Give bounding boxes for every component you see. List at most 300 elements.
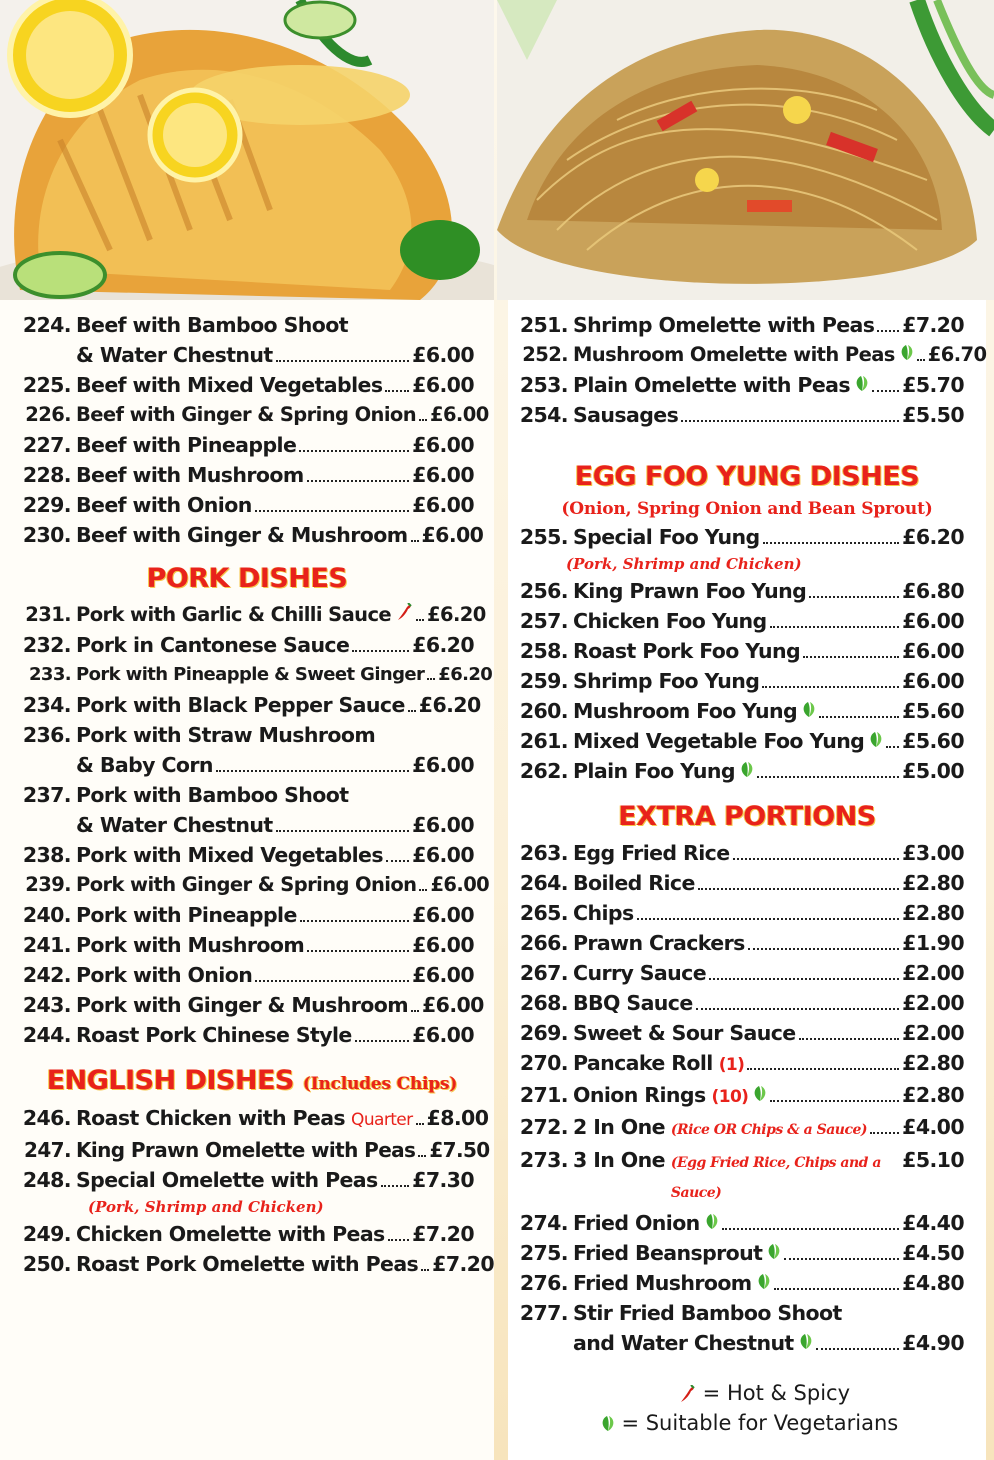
dot-leader <box>411 1010 419 1012</box>
item-price: £2.00 <box>902 961 964 985</box>
item-name: Curry Sauce <box>573 961 707 985</box>
item-name: Pork with Ginger & Spring Onion <box>76 873 417 896</box>
pork-dishes-list <box>0 600 494 1050</box>
item-price: £5.60 <box>902 699 964 723</box>
item-price: £7.20 <box>902 313 964 337</box>
left-menu-column <box>0 300 494 1460</box>
menu-item <box>508 340 986 370</box>
menu-item <box>508 1328 986 1358</box>
item-number: 271. <box>519 1083 568 1107</box>
menu-item <box>0 1103 494 1135</box>
item-name: Chicken Omelette with Peas <box>76 1222 385 1246</box>
item-price: £5.00 <box>902 759 964 783</box>
pork-dishes-heading: PORK DISHES <box>146 563 348 594</box>
menu-item <box>0 400 494 430</box>
item-number: 224. <box>22 313 71 337</box>
menu-item <box>508 666 986 696</box>
menu-item <box>508 310 986 340</box>
egg-foo-yung-subtitle: (Onion, Spring Onion and Bean Sprout) <box>561 499 933 519</box>
item-name: Mixed Vegetable Foo Yung <box>573 729 865 753</box>
vegetarian-leaf-icon <box>740 756 754 773</box>
item-name: Beef with Mushroom <box>76 463 304 487</box>
item-number: 259. <box>519 669 568 693</box>
dot-leader <box>696 1008 899 1010</box>
item-name: Chips <box>573 901 634 925</box>
item-number: 230. <box>22 523 71 547</box>
item-name: & Water Chestnut <box>76 343 273 367</box>
item-name: Plain Foo Yung <box>573 759 735 783</box>
dot-leader <box>416 1123 424 1125</box>
menu-item <box>508 370 986 400</box>
item-price: £8.00 <box>426 1106 489 1130</box>
item-number: 265. <box>519 901 568 925</box>
menu-item <box>0 840 494 870</box>
item-number: 234. <box>22 693 71 717</box>
item-portion-note: Quarter <box>351 1110 413 1130</box>
item-price: £6.20 <box>418 693 481 717</box>
item-number: 236. <box>22 723 71 747</box>
menu-item <box>0 720 494 750</box>
menu-item <box>0 690 494 720</box>
item-price: £4.40 <box>902 1211 964 1235</box>
item-price: £5.10 <box>902 1148 964 1172</box>
item-quantity: (10) <box>711 1087 749 1107</box>
item-number: 260. <box>519 699 568 723</box>
menu-item <box>508 1208 986 1238</box>
item-number: 237. <box>22 783 71 807</box>
egg-foo-yung-list <box>508 522 986 786</box>
item-number: 277. <box>519 1301 568 1325</box>
item-price: £1.90 <box>902 931 964 955</box>
item-number: 264. <box>519 871 568 895</box>
item-number: 250. <box>22 1252 71 1276</box>
menu-item <box>508 522 986 552</box>
item-name: Beef with Pineapple <box>76 433 297 457</box>
vegetarian-leaf-icon <box>855 370 869 387</box>
dot-leader <box>300 920 409 922</box>
item-number: 258. <box>519 639 568 663</box>
item-number: 254. <box>519 403 568 427</box>
dot-leader <box>803 656 899 658</box>
menu-item <box>508 636 986 666</box>
dot-leader <box>276 830 410 832</box>
item-price: £6.00 <box>902 609 964 633</box>
item-name: Pork with Mushroom <box>76 933 305 957</box>
dot-leader <box>877 330 899 332</box>
menu-item <box>0 600 494 630</box>
item-number: 233. <box>28 664 71 685</box>
chili-icon <box>397 600 413 618</box>
item-number: 231. <box>25 603 71 626</box>
item-name: Pork with Pineapple <box>76 903 297 927</box>
dot-leader <box>385 390 409 392</box>
item-price: £6.00 <box>412 373 474 397</box>
english-dishes-heading <box>0 1064 494 1101</box>
item-number: 227. <box>22 433 71 457</box>
item-name: Boiled Rice <box>573 871 695 895</box>
menu-item <box>508 898 986 928</box>
menu-item <box>508 838 986 868</box>
dot-leader <box>418 1155 426 1157</box>
menu-item <box>508 1238 986 1268</box>
item-price: £3.00 <box>902 841 964 865</box>
menu-item <box>0 1249 494 1279</box>
item-number: 239. <box>25 873 71 896</box>
dot-leader <box>416 619 424 621</box>
menu-item <box>508 400 986 430</box>
menu-item <box>508 726 986 756</box>
menu-item <box>508 576 986 606</box>
item-name: Fried Beansprout <box>573 1241 763 1265</box>
menu-item <box>0 780 494 810</box>
item-price: £6.00 <box>412 343 474 367</box>
item-number: 248. <box>22 1168 71 1192</box>
item-number: 266. <box>519 931 568 955</box>
dot-leader <box>799 1038 900 1040</box>
dot-leader <box>255 980 409 982</box>
dot-leader <box>917 359 925 361</box>
dot-leader <box>419 889 427 891</box>
item-price: £4.50 <box>902 1241 964 1265</box>
item-quantity: (1) <box>718 1055 745 1075</box>
menu-item <box>508 988 986 1018</box>
item-number: 246. <box>22 1106 71 1130</box>
dot-leader <box>355 1040 409 1042</box>
item-name: Special Foo Yung <box>573 525 760 549</box>
item-price: £6.00 <box>412 433 474 457</box>
menu-item <box>508 1080 986 1112</box>
dot-leader <box>216 770 409 772</box>
vegetarian-leaf-icon <box>753 1080 767 1097</box>
photo-singapore-noodles <box>497 0 994 300</box>
menu-item <box>0 370 494 400</box>
item-name: Pork with Black Pepper Sauce <box>76 693 405 717</box>
item-number: 263. <box>519 841 568 865</box>
menu-item <box>0 1020 494 1050</box>
item-price: £6.00 <box>412 843 474 867</box>
menu-item <box>508 1018 986 1048</box>
item-name: Beef with Mixed Vegetables <box>76 373 383 397</box>
extra-portions-heading: EXTRA PORTIONS <box>618 801 876 832</box>
item-price: £6.00 <box>430 403 489 426</box>
menu-item <box>508 958 986 988</box>
item-number: 251. <box>519 313 568 337</box>
item-name: Sausages <box>573 403 679 427</box>
item-name: Roast Pork Chinese Style <box>76 1023 352 1047</box>
item-price: £6.70 <box>927 343 987 366</box>
item-name: Pancake Roll <box>573 1051 713 1075</box>
item-name: Pork with Ginger & Mushroom <box>76 993 408 1017</box>
dot-leader <box>770 626 900 628</box>
item-name: Roast Pork Omelette with Peas <box>76 1252 419 1276</box>
dot-leader <box>770 1100 899 1102</box>
item-number: 253. <box>519 373 568 397</box>
item-price: £5.60 <box>902 729 964 753</box>
dot-leader <box>381 1185 410 1187</box>
item-name: Pork with Onion <box>76 963 253 987</box>
item-name: Chicken Foo Yung <box>573 609 767 633</box>
item-price: £7.50 <box>429 1138 490 1162</box>
item-name: Onion Rings <box>573 1083 706 1107</box>
dot-leader <box>421 1269 429 1271</box>
item-note: (Pork, Shrimp and Chicken) <box>566 555 802 573</box>
item-name: BBQ Sauce <box>573 991 693 1015</box>
dot-leader <box>763 542 900 544</box>
item-name: and Water Chestnut <box>573 1331 794 1355</box>
dot-leader <box>757 776 899 778</box>
item-price: £6.00 <box>412 933 474 957</box>
egg-foo-yung-heading: EGG FOO YUNG DISHES <box>574 461 920 492</box>
item-name: & Water Chestnut <box>76 813 273 837</box>
item-name: Beef with Ginger & Mushroom <box>76 523 408 547</box>
omelette-dishes-list <box>508 310 986 430</box>
vegetarian-leaf-icon <box>799 1328 813 1345</box>
item-name: Fried Onion <box>573 1211 700 1235</box>
menu-item <box>0 900 494 930</box>
menu-item <box>0 810 494 840</box>
item-price: £2.00 <box>902 991 964 1015</box>
item-name: Sweet & Sour Sauce <box>573 1021 796 1045</box>
english-dishes-subtitle: (Includes Chips) <box>302 1074 458 1094</box>
item-price: £6.00 <box>412 753 474 777</box>
dot-leader <box>747 1068 899 1070</box>
dot-leader <box>299 450 409 452</box>
item-number: 226. <box>25 403 71 426</box>
beef-dishes-list <box>0 310 494 550</box>
item-number: 229. <box>22 493 71 517</box>
dot-leader <box>388 1239 409 1241</box>
item-name: Shrimp Foo Yung <box>573 669 760 693</box>
item-number: 274. <box>519 1211 568 1235</box>
dot-leader <box>307 950 409 952</box>
vegetarian-leaf-icon <box>802 696 816 713</box>
item-number: 225. <box>22 373 71 397</box>
menu-item <box>0 990 494 1020</box>
menu-item <box>0 660 494 690</box>
item-number: 242. <box>22 963 71 987</box>
item-price: £4.90 <box>902 1331 964 1355</box>
menu-item <box>508 1268 986 1298</box>
menu-item <box>0 930 494 960</box>
dot-leader <box>774 1288 900 1290</box>
dot-leader <box>307 480 410 482</box>
chili-icon <box>680 1381 696 1399</box>
item-number: 272. <box>519 1115 568 1139</box>
item-price: £2.80 <box>902 871 964 895</box>
item-name: Beef with Onion <box>76 493 252 517</box>
dot-leader <box>870 1132 899 1134</box>
item-price: £6.00 <box>422 993 484 1017</box>
item-name: Roast Pork Foo Yung <box>573 639 801 663</box>
menu-item <box>0 1219 494 1249</box>
menu-item <box>0 960 494 990</box>
menu-item <box>508 868 986 898</box>
dot-leader <box>762 686 899 688</box>
item-price: £4.80 <box>902 1271 964 1295</box>
menu-item <box>508 1048 986 1080</box>
item-number: 256. <box>519 579 568 603</box>
item-number: 276. <box>519 1271 568 1295</box>
item-price: £6.00 <box>412 813 474 837</box>
dot-leader <box>819 716 899 718</box>
item-price: £6.00 <box>902 669 964 693</box>
item-price: £5.50 <box>902 403 964 427</box>
item-price: £6.20 <box>438 664 493 685</box>
item-number: 275. <box>519 1241 568 1265</box>
photo-lemon-chicken <box>0 0 494 300</box>
vegetarian-leaf-icon <box>900 340 914 357</box>
item-name: Stir Fried Bamboo Shoot <box>573 1301 842 1325</box>
dot-leader <box>255 510 409 512</box>
dot-leader <box>872 390 899 392</box>
legend-hot-text: = Hot & Spicy <box>702 1381 851 1405</box>
dot-leader <box>748 948 899 950</box>
item-name: King Prawn Omelette with Peas <box>76 1138 416 1162</box>
menu-item <box>508 696 986 726</box>
vegetarian-leaf-icon <box>757 1268 771 1285</box>
item-price: £6.20 <box>427 603 486 626</box>
legend-veg <box>508 1408 986 1438</box>
item-number: 252. <box>522 343 568 366</box>
item-inline-note: (Egg Fried Rice, Chips and a Sauce) <box>670 1155 881 1201</box>
item-name: 2 In One <box>573 1115 665 1139</box>
item-price: £2.80 <box>902 901 964 925</box>
vegetarian-leaf-icon <box>869 726 883 743</box>
item-price: £2.80 <box>902 1083 964 1107</box>
vegetarian-leaf-icon <box>705 1208 719 1225</box>
item-inline-note: (Rice OR Chips & a Sauce) <box>670 1122 868 1138</box>
item-name: Special Omelette with Peas <box>76 1168 378 1192</box>
item-number: 238. <box>22 843 71 867</box>
item-number: 249. <box>22 1222 71 1246</box>
extra-portions-list <box>508 838 986 1358</box>
item-number: 247. <box>24 1138 71 1162</box>
item-name: Prawn Crackers <box>573 931 745 955</box>
legend-hot <box>508 1378 986 1408</box>
dot-leader <box>784 1258 899 1260</box>
item-name: King Prawn Foo Yung <box>573 579 807 603</box>
item-price: £7.30 <box>412 1168 474 1192</box>
dot-leader <box>408 710 416 712</box>
item-name: Pork in Cantonese Sauce <box>76 633 350 657</box>
menu-item <box>0 870 494 900</box>
dot-leader <box>681 420 899 422</box>
item-number: 241. <box>22 933 71 957</box>
menu-item <box>0 310 494 340</box>
item-price: £6.00 <box>412 963 474 987</box>
item-price: £7.20 <box>412 1222 474 1246</box>
item-name: Pork with Bamboo Shoot <box>76 783 349 807</box>
item-number: 232. <box>22 633 71 657</box>
item-name: Plain Omelette with Peas <box>573 373 850 397</box>
item-price: £6.00 <box>412 493 474 517</box>
dot-leader <box>386 860 409 862</box>
item-name: Pork with Straw Mushroom <box>76 723 376 747</box>
item-name: Shrimp Omelette with Peas <box>573 313 875 337</box>
item-name: Pork with Pineapple & Sweet Ginger <box>76 664 425 685</box>
item-price: £6.00 <box>412 463 474 487</box>
menu-item <box>508 1298 986 1328</box>
right-menu-column <box>508 300 986 1460</box>
menu-item <box>0 1135 494 1165</box>
item-number: 268. <box>519 991 568 1015</box>
item-name: Beef with Bamboo Shoot <box>76 313 348 337</box>
item-name: & Baby Corn <box>76 753 213 777</box>
dot-leader <box>722 1228 899 1230</box>
item-price: £2.80 <box>902 1051 964 1075</box>
vegetarian-leaf-icon <box>767 1238 781 1255</box>
menu-item <box>0 520 494 550</box>
item-name: Pork with Mixed Vegetables <box>76 843 383 867</box>
menu-item <box>508 1112 986 1145</box>
item-price: £6.00 <box>412 1023 474 1047</box>
english-dishes-list <box>0 1103 494 1279</box>
dot-leader <box>886 746 899 748</box>
item-price: £6.00 <box>412 903 474 927</box>
item-name: Fried Mushroom <box>573 1271 752 1295</box>
dot-leader <box>816 1348 900 1350</box>
dot-leader <box>709 978 899 980</box>
dot-leader <box>419 419 427 421</box>
item-price: £6.00 <box>421 523 484 547</box>
menu-item <box>0 460 494 490</box>
item-name: Egg Fried Rice <box>573 841 730 865</box>
item-number: 262. <box>519 759 568 783</box>
dot-leader <box>427 678 435 680</box>
item-price: £4.00 <box>902 1115 964 1139</box>
item-price: £7.20 <box>432 1252 494 1276</box>
item-price: £6.20 <box>902 525 964 549</box>
item-number: 240. <box>22 903 71 927</box>
menu-item <box>0 1165 494 1195</box>
item-price: £2.00 <box>902 1021 964 1045</box>
menu-item <box>0 630 494 660</box>
dot-leader <box>698 888 899 890</box>
item-name: Mushroom Foo Yung <box>573 699 798 723</box>
item-price: £6.00 <box>902 639 964 663</box>
item-number: 270. <box>519 1051 568 1075</box>
dot-leader <box>733 858 900 860</box>
item-name: Beef with Ginger & Spring Onion <box>76 403 416 426</box>
menu-item <box>0 340 494 370</box>
item-number: 267. <box>519 961 568 985</box>
menu-item <box>508 928 986 958</box>
menu-item <box>508 1145 986 1208</box>
item-name: Mushroom Omelette with Peas <box>573 343 895 366</box>
dot-leader <box>411 540 419 542</box>
item-price: £5.70 <box>902 373 964 397</box>
item-number: 261. <box>519 729 568 753</box>
item-name: 3 In One <box>573 1148 665 1172</box>
leaf-icon <box>601 1410 615 1427</box>
item-number: 244. <box>22 1023 71 1047</box>
menu-item <box>508 756 986 786</box>
dot-leader <box>352 650 409 652</box>
item-number: 269. <box>519 1021 568 1045</box>
item-note: (Pork, Shrimp and Chicken) <box>88 1198 324 1216</box>
item-number: 243. <box>22 993 71 1017</box>
english-dishes-title: ENGLISH DISHES <box>46 1065 294 1096</box>
item-price: £6.00 <box>430 873 490 896</box>
item-name: Pork with Garlic & Chilli Sauce <box>76 603 392 626</box>
item-price: £6.20 <box>412 633 474 657</box>
dot-leader <box>809 596 899 598</box>
menu-item <box>0 490 494 520</box>
item-number: 255. <box>519 525 568 549</box>
item-price: £6.80 <box>902 579 964 603</box>
legend-veg-text: = Suitable for Vegetarians <box>621 1411 899 1435</box>
menu-item <box>0 750 494 780</box>
